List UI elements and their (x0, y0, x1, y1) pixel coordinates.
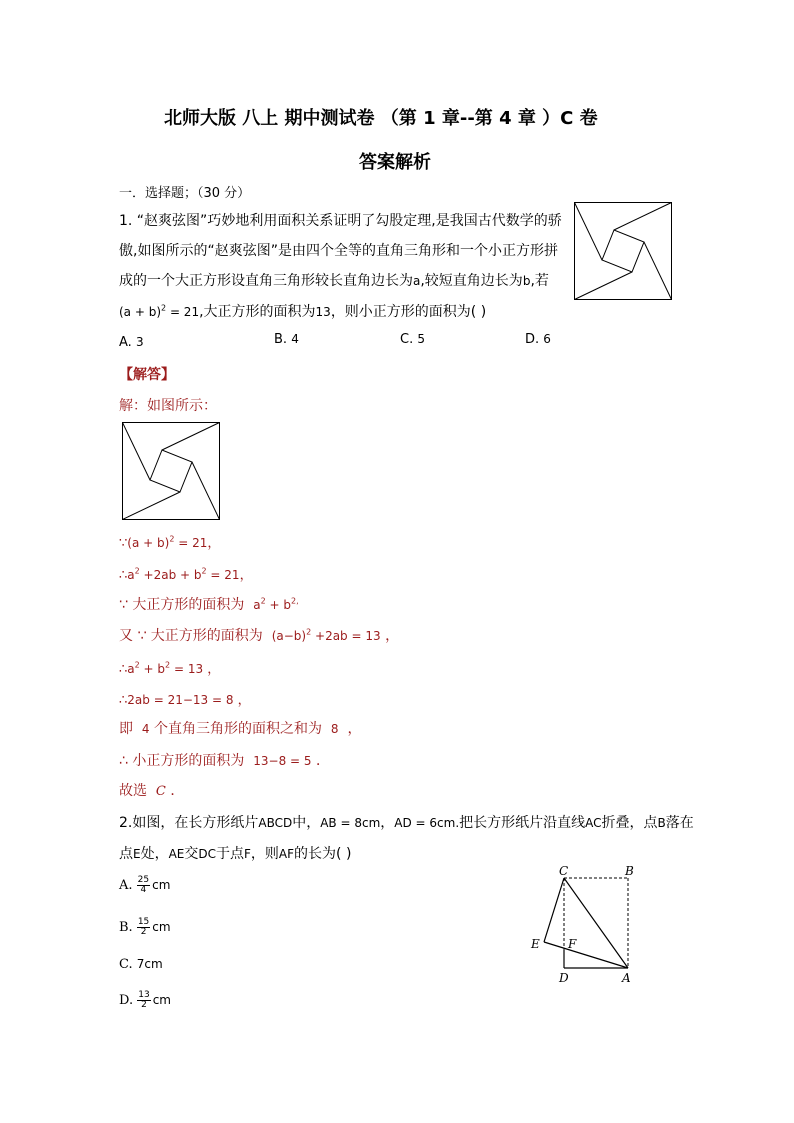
page-title: 北师大版 八上 期中测试卷 （第 1 章--第 4 章 ）C 卷 (164, 108, 598, 129)
folded-rectangle-figure (526, 860, 646, 988)
q1-option-a: A. 3 (119, 335, 144, 350)
q2-line2: 点E处，AE交DC于点F，则AF的长为( ) (119, 846, 352, 862)
zhao-shuang-figure-answer (122, 422, 220, 520)
label-e: E (531, 937, 540, 951)
step-1: ∵(a + b)$^2$ = 21， (119, 534, 221, 551)
step-5: $\therefore a^2 + b^2 = 13$ ， (119, 660, 221, 677)
step-7: 即 4 个直角三角形的面积之和为 8 ， (119, 721, 362, 737)
q2-option-c: C. 7cm (119, 957, 163, 972)
q1-option-b: B. 4 (274, 332, 299, 347)
label-b: B (625, 864, 634, 878)
q2-option-b: B. $\frac{15}{2}$ cm (119, 917, 171, 937)
q2-option-a: A. $\frac{25}{4}$ cm (119, 875, 171, 895)
label-a: A (622, 971, 631, 985)
step-2: $\therefore a^2 +2ab + b^2 = 21$， (119, 566, 253, 583)
q2-option-d: D. $\frac{13}{2}$ cm (119, 990, 171, 1010)
q1-line1: 1. “赵爽弦图”巧妙地利用面积关系证明了勾股定理,是我国古代数学的骄 (119, 213, 562, 229)
label-f: F (568, 937, 577, 951)
step-3: ∵ 大正方形的面积为 $a^2 + b^{2,}$ (119, 596, 299, 613)
q1-line3: 成的一个大正方形设直角三角形较长直角边长为a,较短直角边长为b,若 (119, 273, 549, 289)
page-subtitle: 答案解析 (359, 152, 431, 173)
label-c: C (559, 864, 569, 878)
step-6: ∴2ab = 21−13 = 8 ， (119, 693, 251, 708)
step-4: 又 ∵ 大正方形的面积为 $(a-b)^2 +2ab = 13$ ， (119, 627, 400, 644)
zhao-shuang-figure (574, 202, 672, 300)
choice-line: 故选 C ． (119, 783, 185, 799)
q1-line4: $(a + b)^2 = 21$,大正方形的面积为13，则小正方形的面积为( ) (119, 303, 487, 320)
answer-tag: 【解答】 (119, 367, 175, 383)
step-8: ∴ 小正方形的面积为 13−8 = 5 ． (119, 753, 330, 769)
label-d: D (559, 971, 569, 985)
section-heading: 一．选择题；（30 分） (119, 186, 251, 201)
answer-intro: 解：如图所示： (119, 398, 217, 414)
q2-line1: 2.如图，在长方形纸片ABCD中，AB = 8cm，AD = 6cm.把长方形纸片沿直线AC折叠，点B落在 (119, 815, 694, 831)
q1-line2: 傲,如图所示的“赵爽弦图”是由四个全等的直角三角形和一个小正方形拼 (119, 243, 558, 259)
q1-option-c: C. 5 (400, 332, 425, 347)
q1-option-d: D. 6 (525, 332, 551, 347)
